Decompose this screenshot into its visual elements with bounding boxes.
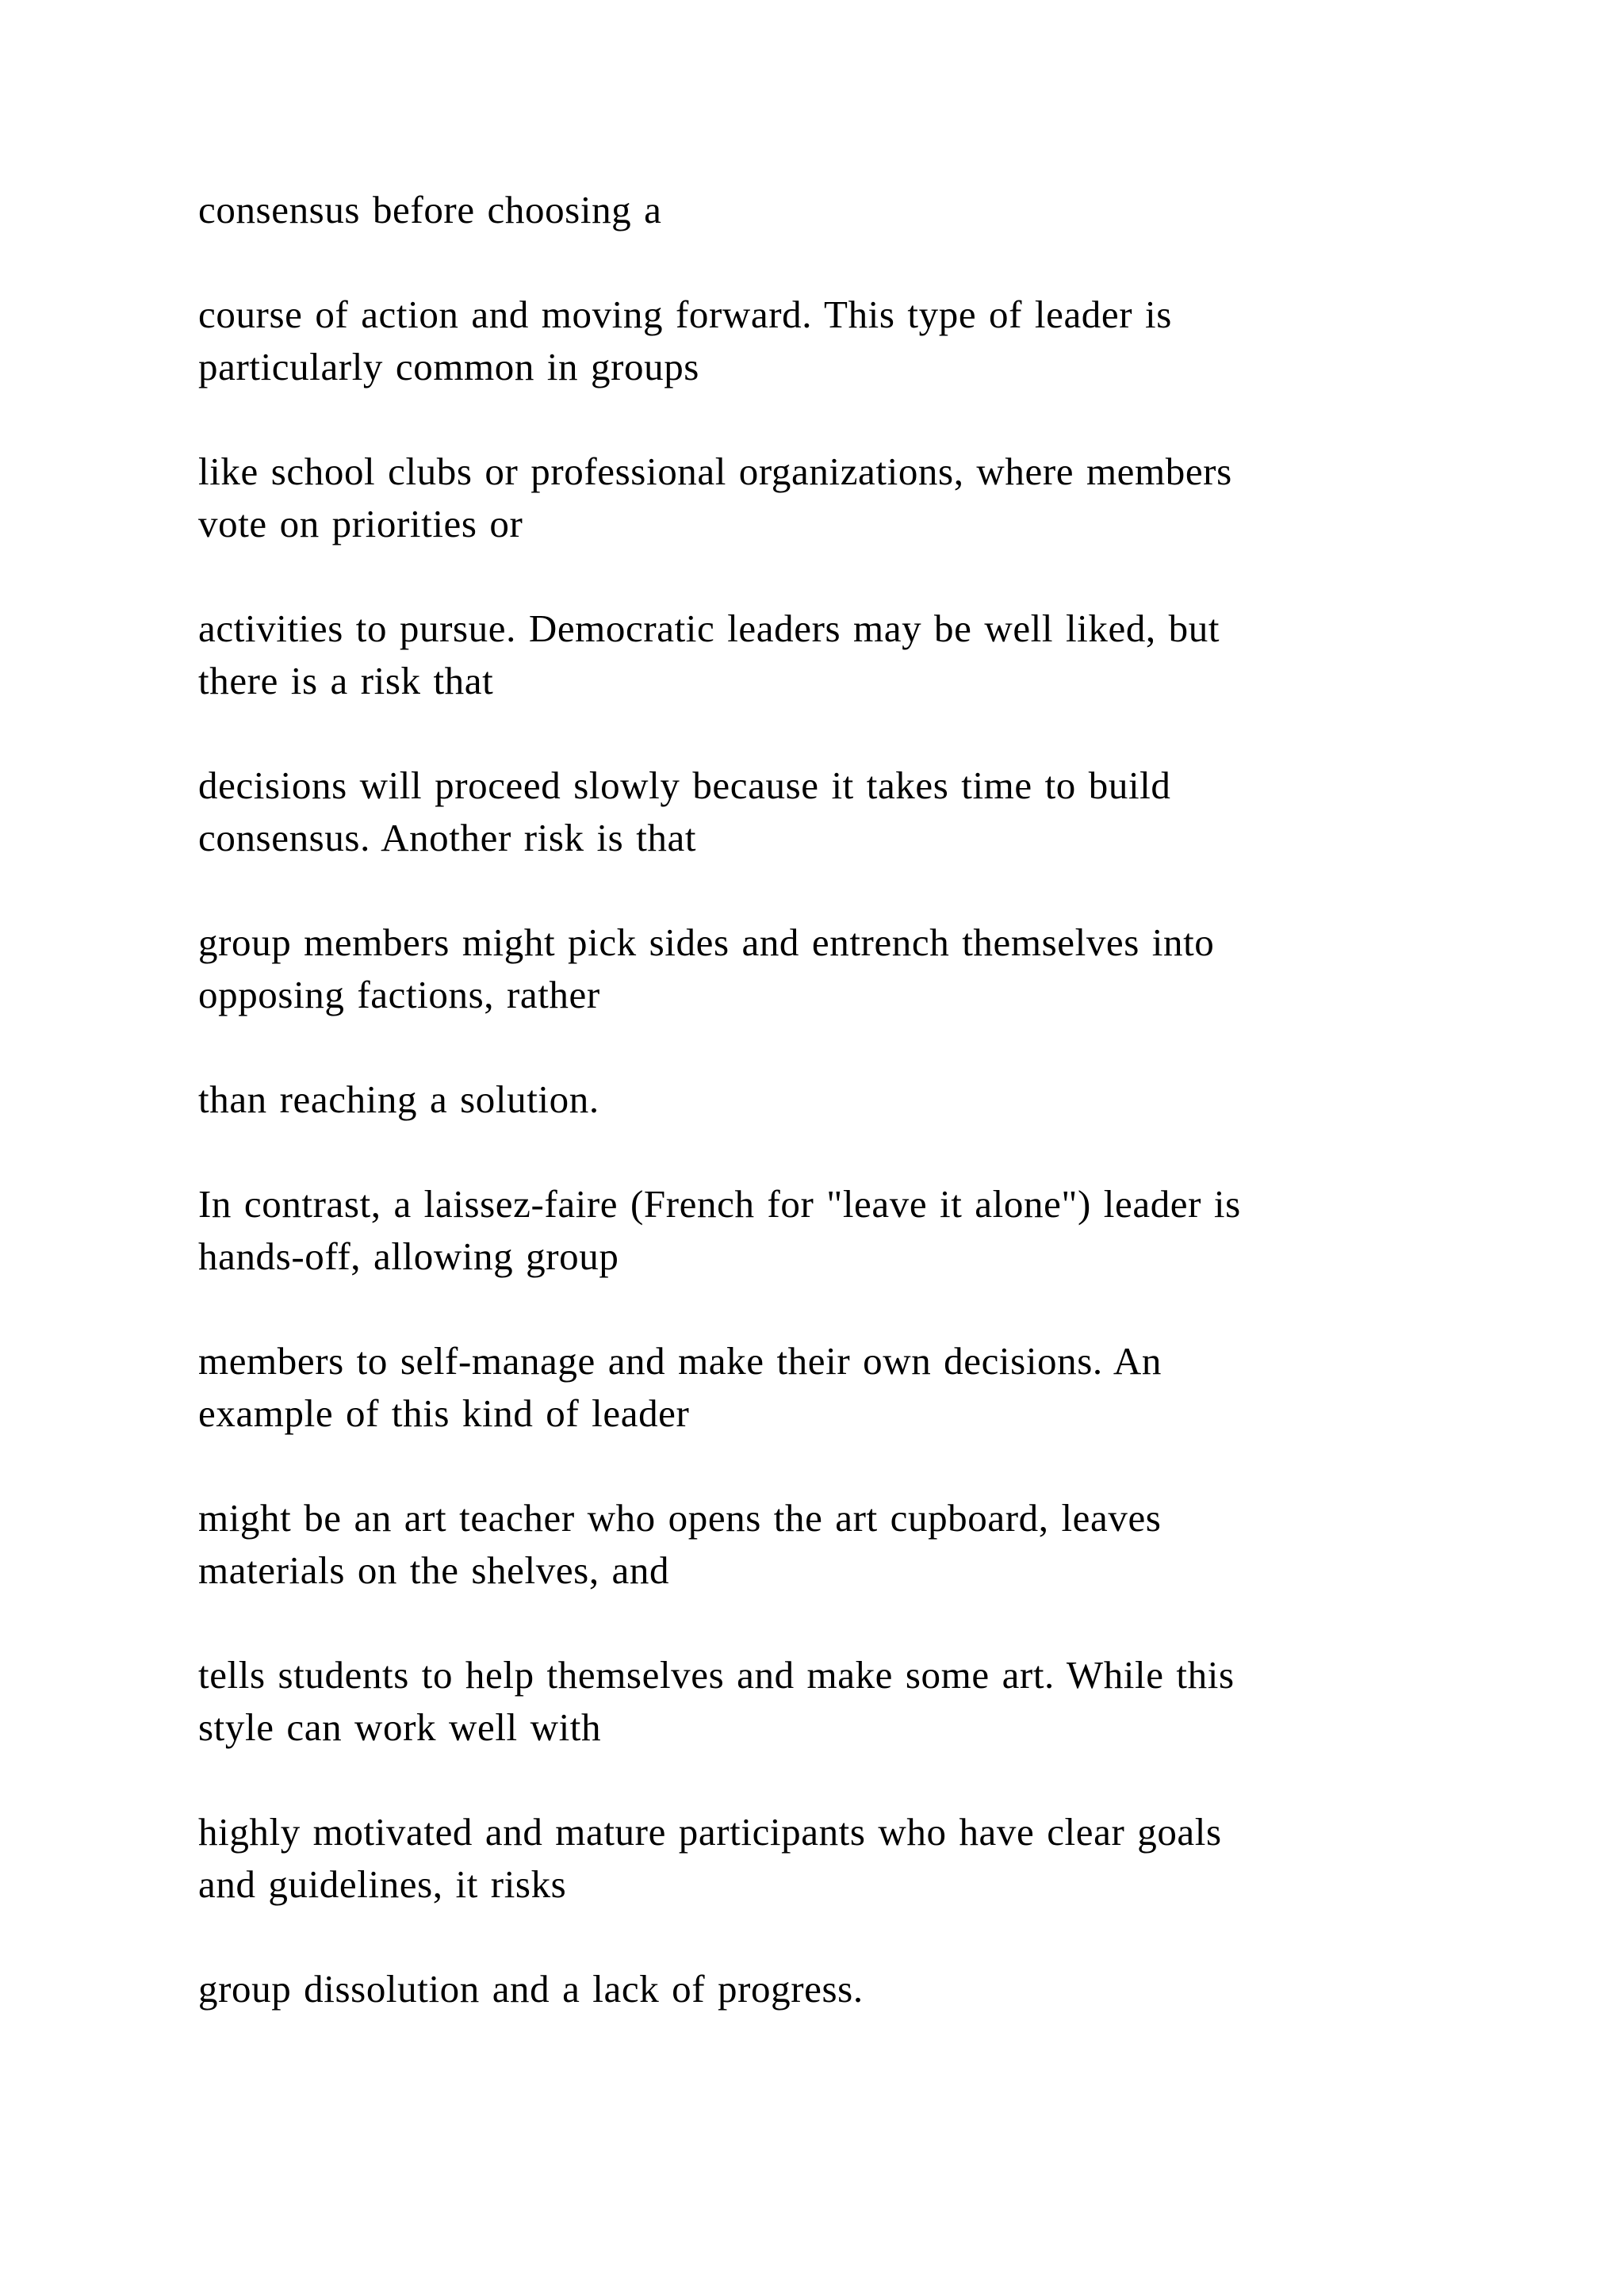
paragraph-11: tells students to help themselves and make some art. While this style can work well with [198, 1653, 1235, 1749]
paragraph-10: might be an art teacher who opens the art cupboard, leaves materials on the shelves, and [198, 1496, 1162, 1592]
paragraph-1: consensus before choosing a [198, 188, 662, 232]
paragraph-2: course of action and moving forward. This type of leader is particularly common in groups [198, 293, 1172, 388]
paragraph-6: group members might pick sides and entrench themselves into opposing factions, rather [198, 920, 1215, 1016]
paragraph-4: activities to pursue. Democratic leaders may be well liked, but there is a risk that [198, 607, 1220, 702]
paragraph-5: decisions will proceed slowly because it takes time to build consensus. Another risk is that [198, 763, 1171, 859]
paragraph-12: highly motivated and mature participants who have clear goals and guidelines, it risks [198, 1810, 1222, 1906]
paragraph-9: members to self-manage and make their own decisions. An example of this kind of leader [198, 1339, 1162, 1435]
paragraph-3: like school clubs or professional organizations, where members vote on priorities or [198, 450, 1232, 545]
paragraph-7: than reaching a solution. [198, 1077, 599, 1121]
paragraph-13: group dissolution and a lack of progress. [198, 1967, 864, 2011]
paragraph-8: In contrast, a laissez-faire (French for "leave it alone") leader is hands-off, allowing group [198, 1182, 1241, 1278]
document-body [198, 184, 1546, 2068]
